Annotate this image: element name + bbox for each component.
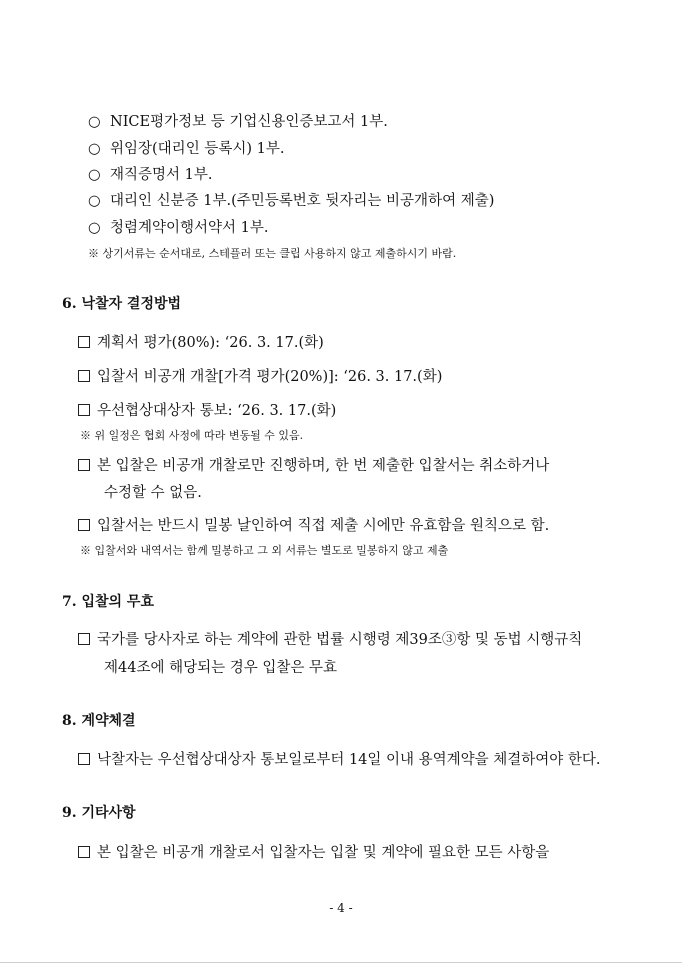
checkbox-square-icon bbox=[78, 519, 90, 531]
checkbox-square-icon bbox=[78, 370, 90, 382]
required-docs-note: ※ 상기서류는 순서대로, 스테플러 또는 클립 사용하지 않고 제출하시기 바람. bbox=[88, 247, 457, 260]
section-6-item-continuation: 수정할 수 없음. bbox=[104, 485, 202, 501]
section-6-item: 계획서 평가(80%): ‘26. 3. 17.(화) bbox=[78, 333, 324, 353]
section-9-title: 9. 기타사항 bbox=[62, 805, 136, 821]
section-7-item-continuation: 제44조에 해당되는 경우 입찰은 무효 bbox=[104, 660, 337, 676]
section-6-note: ※ 위 일정은 협회 사정에 따라 변동될 수 있음. bbox=[80, 429, 304, 442]
circle-bullet-icon: ○ bbox=[88, 167, 101, 183]
section-6-item: 본 입찰은 비공개 개찰로만 진행하며, 한 번 제출한 입찰서는 취소하거나 bbox=[78, 456, 549, 476]
required-doc-item: ○ 위임장(대리인 등록시) 1부. bbox=[88, 141, 285, 157]
required-doc-item: ○ 청렴계약이행서약서 1부. bbox=[88, 220, 269, 236]
page-bottom-divider bbox=[0, 962, 682, 963]
checkbox-square-icon bbox=[78, 336, 90, 348]
required-doc-item: ○ NICE평가정보 등 기업신용인증보고서 1부. bbox=[88, 114, 388, 130]
circle-bullet-icon: ○ bbox=[88, 141, 101, 157]
page-number: - 4 - bbox=[329, 901, 353, 915]
checkbox-square-icon bbox=[78, 846, 90, 858]
section-6-item: 입찰서는 반드시 밀봉 날인하여 직접 제출 시에만 유효함을 원칙으로 함. bbox=[78, 516, 549, 536]
required-doc-item: ○ 대리인 신분증 1부.(주민등록번호 뒷자리는 비공개하여 제출) bbox=[88, 193, 495, 209]
checkbox-square-icon bbox=[78, 404, 90, 416]
checkbox-square-icon bbox=[78, 459, 90, 471]
required-doc-item: ○ 재직증명서 1부. bbox=[88, 167, 213, 183]
section-8-item: 낙찰자는 우선협상대상자 통보일로부터 14일 이내 용역계약을 체결하여야 한다. bbox=[78, 750, 601, 770]
section-7-item: 국가를 당사자로 하는 계약에 관한 법률 시행령 제39조③항 및 동법 시행규칙 bbox=[78, 630, 582, 650]
circle-bullet-icon: ○ bbox=[88, 193, 101, 209]
section-6-item: 우선협상대상자 통보: ‘26. 3. 17.(화) bbox=[78, 401, 336, 421]
section-6-title: 6. 낙찰자 결정방법 bbox=[62, 296, 182, 312]
checkbox-square-icon bbox=[78, 633, 90, 645]
circle-bullet-icon: ○ bbox=[88, 114, 101, 130]
section-8-title: 8. 계약체결 bbox=[62, 713, 136, 729]
section-6-item: 입찰서 비공개 개찰[가격 평가(20%)]: ‘26. 3. 17.(화) bbox=[78, 367, 442, 387]
circle-bullet-icon: ○ bbox=[88, 220, 101, 236]
section-6-note: ※ 입찰서와 내역서는 함께 밀봉하고 그 외 서류는 별도로 밀봉하지 않고 제출 bbox=[80, 544, 449, 557]
section-7-title: 7. 입찰의 무효 bbox=[62, 594, 154, 610]
section-9-item: 본 입찰은 비공개 개찰로서 입찰자는 입찰 및 계약에 필요한 모든 사항을 bbox=[78, 843, 549, 863]
checkbox-square-icon bbox=[78, 753, 90, 765]
